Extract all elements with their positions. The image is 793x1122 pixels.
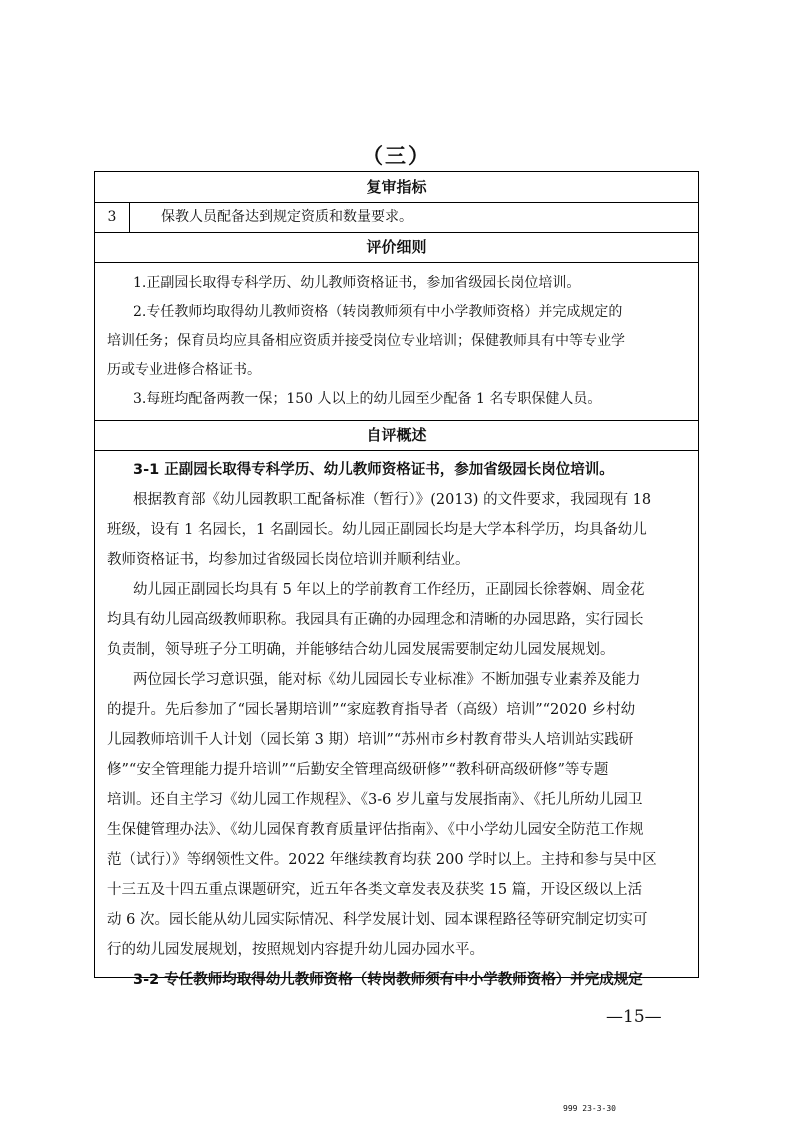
subsection-heading: 3-2 专任教师均取得幼儿教师资格（转岗教师须有中小学教师资格）并完成规定	[133, 972, 643, 988]
print-stamp: 999 23-3-30	[563, 1104, 616, 1113]
body-line: 培训。还自主学习《幼儿园工作规程》、《3-6 岁儿童与发展指南》、《托儿所幼儿园卫	[107, 792, 643, 808]
review-header: 复审指标	[95, 172, 698, 203]
indicator-text: 保教人员配备达到规定资质和数量要求。	[161, 209, 413, 225]
body-line: 负责制，领导班子分工明确，并能够结合幼儿园发展需要制定幼儿园发展规划。	[107, 642, 615, 658]
self-assessment-header: 自评概述	[95, 421, 698, 451]
criteria-body	[95, 263, 698, 421]
page-number: —15—	[606, 1007, 662, 1027]
self-assessment-body	[95, 451, 698, 988]
criteria-line: 3.每班均配备两教一保；150 人以上的幼儿园至少配备 1 名专职保健人员。	[133, 391, 602, 407]
body-line: 生保健管理办法》、《幼儿园保育教育质量评估指南》、《中小学幼儿园安全防范工作规	[107, 822, 644, 838]
body-line: 范（试行）》等纲领性文件。2022 年继续教育均获 200 学时以上。主持和参与吴中区	[107, 852, 657, 868]
body-line: 的提升。先后参加了“园长暑期培训”“家庭教育指导者（高级）培训”“2020 乡村幼	[107, 702, 636, 718]
criteria-line: 1.正副园长取得专科学历、幼儿教师资格证书，参加省级园长岗位培训。	[133, 275, 581, 291]
indicator-index: 3	[95, 203, 130, 232]
body-line: 十三五及十四五重点课题研究，近五年各类文章发表及获奖 15 篇，开设区级以上活	[107, 882, 643, 898]
body-line: 修”“安全管理能力提升培训”“后勤安全管理高级研修”“教科研高级研修”等专题	[107, 762, 609, 778]
subsection-heading: 3-1 正副园长取得专科学历、幼儿教师资格证书，参加省级园长岗位培训。	[133, 462, 614, 478]
body-line: 动 6 次。园长能从幼儿园实际情况、科学发展计划、园本课程路径等研究制定切实可	[107, 912, 648, 928]
body-line: 教师资格证书，均参加过省级园长岗位培训并顺利结业。	[107, 552, 470, 568]
review-indicator-row	[95, 203, 698, 233]
section-title: （三）	[362, 143, 431, 168]
body-line: 儿园教师培训千人计划（园长第 3 期）培训”“苏州市乡村教育带头人培训站实践研	[107, 732, 634, 748]
criteria-line: 2.专任教师均取得幼儿教师资格（转岗教师须有中小学教师资格）并完成规定的	[133, 304, 623, 320]
body-line: 两位园长学习意识强，能对标《幼儿园园长专业标准》不断加强专业素养及能力	[133, 672, 641, 688]
body-line: 班级，设有 1 名园长，1 名副园长。幼儿园正副园长均是大学本科学历，均具备幼儿	[107, 522, 647, 538]
criteria-line: 培训任务；保育员均应具备相应资质并接受岗位专业培训；保健教师具有中等专业学	[107, 333, 625, 349]
body-line: 行的幼儿园发展规划，按照规划内容提升幼儿园办园水平。	[107, 942, 484, 958]
body-line: 幼儿园正副园长均具有 5 年以上的学前教育工作经历，正副园长徐蓉娴、周金花	[133, 582, 645, 598]
body-line: 均具有幼儿园高级教师职称。我园具有正确的办园理念和清晰的办园思路，实行园长	[107, 612, 644, 628]
criteria-line: 历或专业进修合格证书。	[107, 362, 261, 378]
body-line: 根据教育部《幼儿园教职工配备标准（暂行）》(2013) 的文件要求，我园现有 18	[133, 492, 652, 508]
evaluation-table	[94, 171, 699, 988]
criteria-header: 评价细则	[95, 233, 698, 263]
